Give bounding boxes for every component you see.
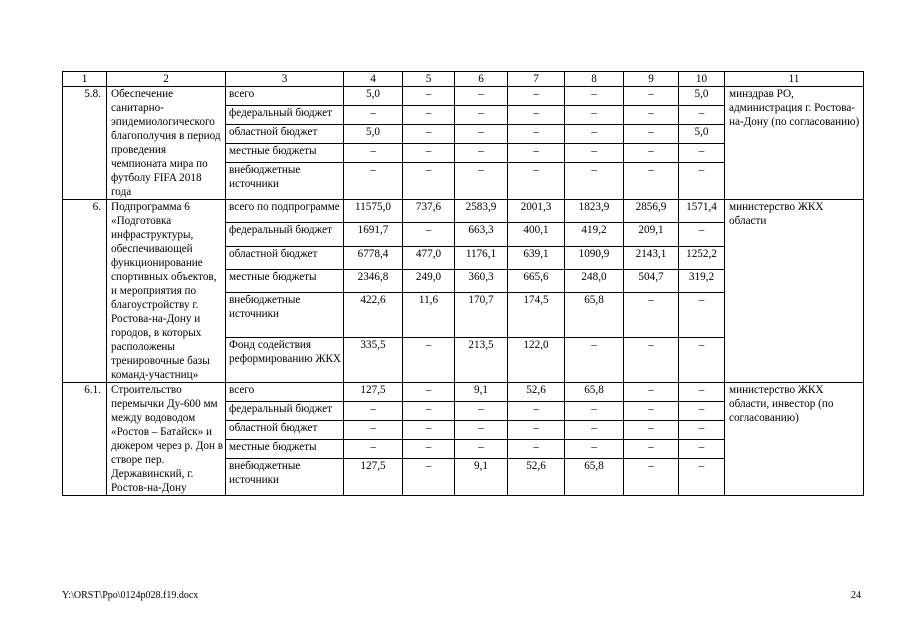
column-number: 11 bbox=[725, 72, 864, 87]
amount-cell: 2856,9 bbox=[624, 200, 679, 223]
funding-source: всего по подпрограмме bbox=[226, 200, 344, 223]
column-number: 9 bbox=[624, 72, 679, 87]
responsible-party: министерство ЖКХ области bbox=[725, 200, 864, 383]
amount-cell: – bbox=[508, 163, 565, 200]
amount-cell: 2143,1 bbox=[624, 246, 679, 269]
amount-cell: – bbox=[679, 144, 725, 163]
amount-cell: – bbox=[403, 223, 455, 246]
amount-cell: – bbox=[455, 106, 508, 125]
amount-cell: – bbox=[565, 125, 624, 144]
amount-cell: 127,5 bbox=[344, 459, 403, 496]
amount-cell: 52,6 bbox=[508, 459, 565, 496]
amount-cell: 249,0 bbox=[403, 269, 455, 292]
funding-source: федеральный бюджет bbox=[226, 223, 344, 246]
amount-cell: – bbox=[403, 144, 455, 163]
table-row bbox=[63, 383, 864, 402]
column-number: 10 bbox=[679, 72, 725, 87]
amount-cell: 248,0 bbox=[565, 269, 624, 292]
amount-cell: – bbox=[565, 402, 624, 421]
amount-cell: 2583,9 bbox=[455, 200, 508, 223]
amount-cell: – bbox=[344, 106, 403, 125]
amount-cell: 504,7 bbox=[624, 269, 679, 292]
amount-cell: 1176,1 bbox=[455, 246, 508, 269]
amount-cell: 5,0 bbox=[344, 87, 403, 106]
column-number: 3 bbox=[226, 72, 344, 87]
amount-cell: – bbox=[455, 163, 508, 200]
amount-cell: 360,3 bbox=[455, 269, 508, 292]
amount-cell: – bbox=[344, 421, 403, 440]
amount-cell: – bbox=[403, 383, 455, 402]
column-number: 8 bbox=[565, 72, 624, 87]
page-number: 24 bbox=[851, 590, 861, 601]
amount-cell: – bbox=[508, 106, 565, 125]
amount-cell: – bbox=[624, 402, 679, 421]
column-number: 7 bbox=[508, 72, 565, 87]
amount-cell: 1252,2 bbox=[679, 246, 725, 269]
amount-cell: 665,6 bbox=[508, 269, 565, 292]
amount-cell: 65,8 bbox=[565, 383, 624, 402]
amount-cell: 663,3 bbox=[455, 223, 508, 246]
amount-cell: – bbox=[565, 421, 624, 440]
column-number: 4 bbox=[344, 72, 403, 87]
amount-cell: – bbox=[344, 440, 403, 459]
amount-cell: 170,7 bbox=[455, 293, 508, 338]
amount-cell: – bbox=[455, 421, 508, 440]
amount-cell: – bbox=[565, 440, 624, 459]
amount-cell: – bbox=[455, 125, 508, 144]
amount-cell: – bbox=[624, 421, 679, 440]
column-number: 5 bbox=[403, 72, 455, 87]
amount-cell: 65,8 bbox=[565, 293, 624, 338]
amount-cell: – bbox=[565, 144, 624, 163]
funding-source: местные бюджеты bbox=[226, 269, 344, 292]
amount-cell: – bbox=[624, 125, 679, 144]
funding-source: внебюджетные источники bbox=[226, 163, 344, 200]
amount-cell: – bbox=[403, 402, 455, 421]
amount-cell: 9,1 bbox=[455, 459, 508, 496]
funding-source: внебюджетные источники bbox=[226, 459, 344, 496]
item-code: 5.8. bbox=[63, 87, 107, 200]
item-name: Подпрограмма 6 «Подготовка инфраструктуры, обеспечивающей функционирование спортивных объектов, и мероприятия по благоустройству г. Ростова-на-Дону и городов, в которых расположены тренировочные базы команд-участниц» bbox=[107, 200, 226, 383]
amount-cell: 65,8 bbox=[565, 459, 624, 496]
amount-cell: – bbox=[455, 440, 508, 459]
funding-source: всего bbox=[226, 383, 344, 402]
amount-cell: – bbox=[403, 440, 455, 459]
amount-cell: – bbox=[403, 163, 455, 200]
budget-table bbox=[62, 71, 864, 496]
amount-cell: – bbox=[624, 337, 679, 382]
item-name: Строительство перемычки Ду-600 мм между водоводом «Ростов – Батайск» и дюкером через р. Дон в створе пер. Державинский, г. Ростов-на-Дону bbox=[107, 383, 226, 496]
amount-cell: 209,1 bbox=[624, 223, 679, 246]
amount-cell: – bbox=[624, 383, 679, 402]
amount-cell: 9,1 bbox=[455, 383, 508, 402]
amount-cell: – bbox=[679, 459, 725, 496]
amount-cell: – bbox=[624, 459, 679, 496]
amount-cell: – bbox=[565, 106, 624, 125]
amount-cell: – bbox=[679, 223, 725, 246]
amount-cell: – bbox=[508, 421, 565, 440]
funding-source: областной бюджет bbox=[226, 246, 344, 269]
amount-cell: 5,0 bbox=[344, 125, 403, 144]
amount-cell: 335,5 bbox=[344, 337, 403, 382]
funding-source: всего bbox=[226, 87, 344, 106]
amount-cell: – bbox=[344, 163, 403, 200]
amount-cell: – bbox=[508, 440, 565, 459]
amount-cell: – bbox=[679, 402, 725, 421]
amount-cell: – bbox=[565, 337, 624, 382]
amount-cell: – bbox=[403, 125, 455, 144]
amount-cell: – bbox=[403, 337, 455, 382]
amount-cell: – bbox=[679, 106, 725, 125]
amount-cell: – bbox=[403, 106, 455, 125]
amount-cell: 1571,4 bbox=[679, 200, 725, 223]
amount-cell: – bbox=[508, 87, 565, 106]
amount-cell: – bbox=[679, 163, 725, 200]
item-code: 6.1. bbox=[63, 383, 107, 496]
amount-cell: – bbox=[624, 163, 679, 200]
amount-cell: – bbox=[344, 402, 403, 421]
amount-cell: 737,6 bbox=[403, 200, 455, 223]
amount-cell: 422,6 bbox=[344, 293, 403, 338]
amount-cell: 5,0 bbox=[679, 125, 725, 144]
amount-cell: – bbox=[403, 421, 455, 440]
amount-cell: – bbox=[679, 440, 725, 459]
funding-source: Фонд содействия реформированию ЖКХ bbox=[226, 337, 344, 382]
amount-cell: – bbox=[455, 144, 508, 163]
amount-cell: – bbox=[508, 125, 565, 144]
header-row bbox=[63, 72, 864, 87]
funding-source: областной бюджет bbox=[226, 421, 344, 440]
amount-cell: – bbox=[403, 87, 455, 106]
amount-cell: – bbox=[508, 402, 565, 421]
amount-cell: 477,0 bbox=[403, 246, 455, 269]
amount-cell: – bbox=[403, 459, 455, 496]
amount-cell: 11575,0 bbox=[344, 200, 403, 223]
amount-cell: 122,0 bbox=[508, 337, 565, 382]
amount-cell: – bbox=[679, 293, 725, 338]
amount-cell: 213,5 bbox=[455, 337, 508, 382]
amount-cell: – bbox=[624, 144, 679, 163]
amount-cell: 52,6 bbox=[508, 383, 565, 402]
funding-source: областной бюджет bbox=[226, 125, 344, 144]
amount-cell: – bbox=[565, 163, 624, 200]
amount-cell: 319,2 bbox=[679, 269, 725, 292]
amount-cell: – bbox=[565, 87, 624, 106]
funding-source: местные бюджеты bbox=[226, 440, 344, 459]
amount-cell: – bbox=[679, 421, 725, 440]
amount-cell: – bbox=[455, 402, 508, 421]
amount-cell: – bbox=[508, 144, 565, 163]
amount-cell: – bbox=[624, 106, 679, 125]
amount-cell: – bbox=[455, 87, 508, 106]
amount-cell: 11,6 bbox=[403, 293, 455, 338]
table-row bbox=[63, 200, 864, 223]
amount-cell: – bbox=[624, 440, 679, 459]
amount-cell: 639,1 bbox=[508, 246, 565, 269]
amount-cell: 2346,8 bbox=[344, 269, 403, 292]
column-number: 2 bbox=[107, 72, 226, 87]
amount-cell: – bbox=[344, 144, 403, 163]
amount-cell: – bbox=[624, 87, 679, 106]
amount-cell: 419,2 bbox=[565, 223, 624, 246]
table-row bbox=[63, 87, 864, 106]
amount-cell: 5,0 bbox=[679, 87, 725, 106]
funding-source: федеральный бюджет bbox=[226, 106, 344, 125]
amount-cell: – bbox=[679, 383, 725, 402]
amount-cell: 174,5 bbox=[508, 293, 565, 338]
amount-cell: 6778,4 bbox=[344, 246, 403, 269]
funding-source: местные бюджеты bbox=[226, 144, 344, 163]
amount-cell: 400,1 bbox=[508, 223, 565, 246]
responsible-party: министерство ЖКХ области, инвестор (по согласованию) bbox=[725, 383, 864, 496]
amount-cell: 1691,7 bbox=[344, 223, 403, 246]
amount-cell: 1823,9 bbox=[565, 200, 624, 223]
amount-cell: 2001,3 bbox=[508, 200, 565, 223]
funding-source: внебюджетные источники bbox=[226, 293, 344, 338]
amount-cell: – bbox=[679, 337, 725, 382]
amount-cell: 127,5 bbox=[344, 383, 403, 402]
item-code: 6. bbox=[63, 200, 107, 383]
responsible-party: минздрав РО, администрация г. Ростова-на-Дону (по согласованию) bbox=[725, 87, 864, 200]
column-number: 1 bbox=[63, 72, 107, 87]
column-number: 6 bbox=[455, 72, 508, 87]
funding-source: федеральный бюджет bbox=[226, 402, 344, 421]
item-name: Обеспечение санитарно-эпидемиологического благополучия в период проведения чемпионата мира по футболу FIFA 2018 года bbox=[107, 87, 226, 200]
amount-cell: 1090,9 bbox=[565, 246, 624, 269]
amount-cell: – bbox=[624, 293, 679, 338]
document-path: Y:\ORST\Ppo\0124p028.f19.docx bbox=[62, 590, 199, 601]
